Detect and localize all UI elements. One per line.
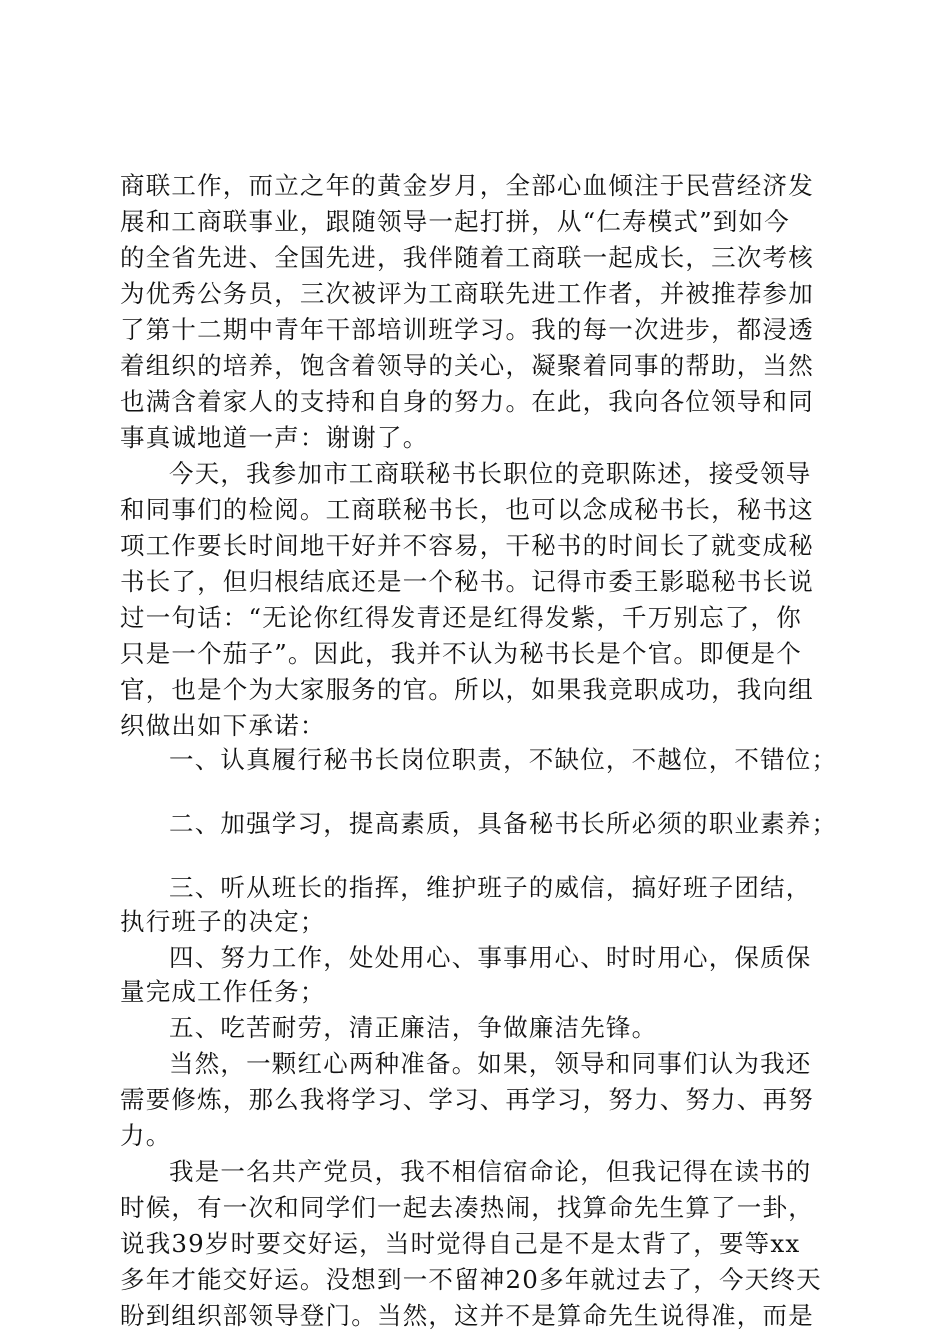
text-line: 商联工作，而立之年的黄金岁月，全部心血倾注于民营经济发 xyxy=(120,171,814,200)
text-line: 当然，一颗红心两种准备。如果，领导和同事们认为我还 xyxy=(169,1049,812,1078)
text-line: 我是一名共产党员，我不相信宿命论，但我记得在读书的 xyxy=(169,1157,812,1186)
text-line: 和同事们的检阅。工商联秘书长，也可以念成秘书长，秘书这 xyxy=(120,495,814,524)
text-line: 为优秀公务员，三次被评为工商联先进工作者，并被推荐参加 xyxy=(120,279,814,308)
text-line: 的全省先进、全国先进，我伴随着工商联一起成长，三次考核 xyxy=(120,243,814,272)
text-line: 着组织的培养，饱含着领导的关心，凝聚着同事的帮助，当然 xyxy=(120,351,814,380)
text-line: 只是一个茄子”。因此，我并不认为秘书长是个官。即便是个 xyxy=(120,639,802,668)
text-line: 量完成工作任务； xyxy=(120,977,326,1006)
text-line: 多年才能交好运。没想到一不留神20多年就过去了，今天终天 xyxy=(120,1265,822,1294)
text-line: 时候，有一次和同学们一起去凑热闹，找算命先生算了一卦， xyxy=(120,1193,814,1222)
text-line: 三、听从班长的指挥，维护班子的威信，搞好班子团结， xyxy=(169,873,812,902)
text-line: 说我39岁时要交好运，当时觉得自己是不是太背了，要等xx xyxy=(120,1229,801,1258)
text-line: 需要修炼，那么我将学习、学习、再学习，努力、努力、再努 xyxy=(120,1085,814,1114)
text-line: 也满含着家人的支持和自身的努力。在此，我向各位领导和同 xyxy=(120,387,814,416)
text-line: 五、吃苦耐劳，清正廉洁，争做廉洁先锋。 xyxy=(169,1013,658,1042)
text-line: 事真诚地道一声：谢谢了。 xyxy=(120,423,429,452)
text-line: 今天，我参加市工商联秘书长职位的竞职陈述，接受领导 xyxy=(169,459,812,488)
text-line: 项工作要长时间地干好并不容易，干秘书的时间长了就变成秘 xyxy=(120,531,814,560)
text-line: 一、认真履行秘书长岗位职责，不缺位，不越位，不错位； xyxy=(169,745,838,774)
text-line: 二、加强学习，提高素质，具备秘书长所必须的职业素养； xyxy=(169,809,838,838)
text-line: 四、努力工作，处处用心、事事用心、时时用心，保质保 xyxy=(169,943,812,972)
text-line: 了第十二期中青年干部培训班学习。我的每一次进步，都浸透 xyxy=(120,315,814,344)
text-line: 书长了，但归根结底还是一个秘书。记得市委王影聪秘书长说 xyxy=(120,567,814,596)
text-line: 盼到组织部领导登门。当然，这并不是算命先生说得准，而是 xyxy=(120,1301,814,1330)
text-line: 过一句话：“无论你红得发青还是红得发紫，千万别忘了，你 xyxy=(120,603,802,632)
text-line: 执行班子的决定； xyxy=(120,907,326,936)
text-line: 展和工商联事业，跟随领导一起打拼，从“仁寿模式”到如今 xyxy=(120,207,790,236)
text-line: 官，也是个为大家服务的官。所以，如果我竞职成功，我向组 xyxy=(120,675,814,704)
text-line: 织做出如下承诺： xyxy=(120,711,326,740)
text-line: 力。 xyxy=(120,1121,172,1150)
